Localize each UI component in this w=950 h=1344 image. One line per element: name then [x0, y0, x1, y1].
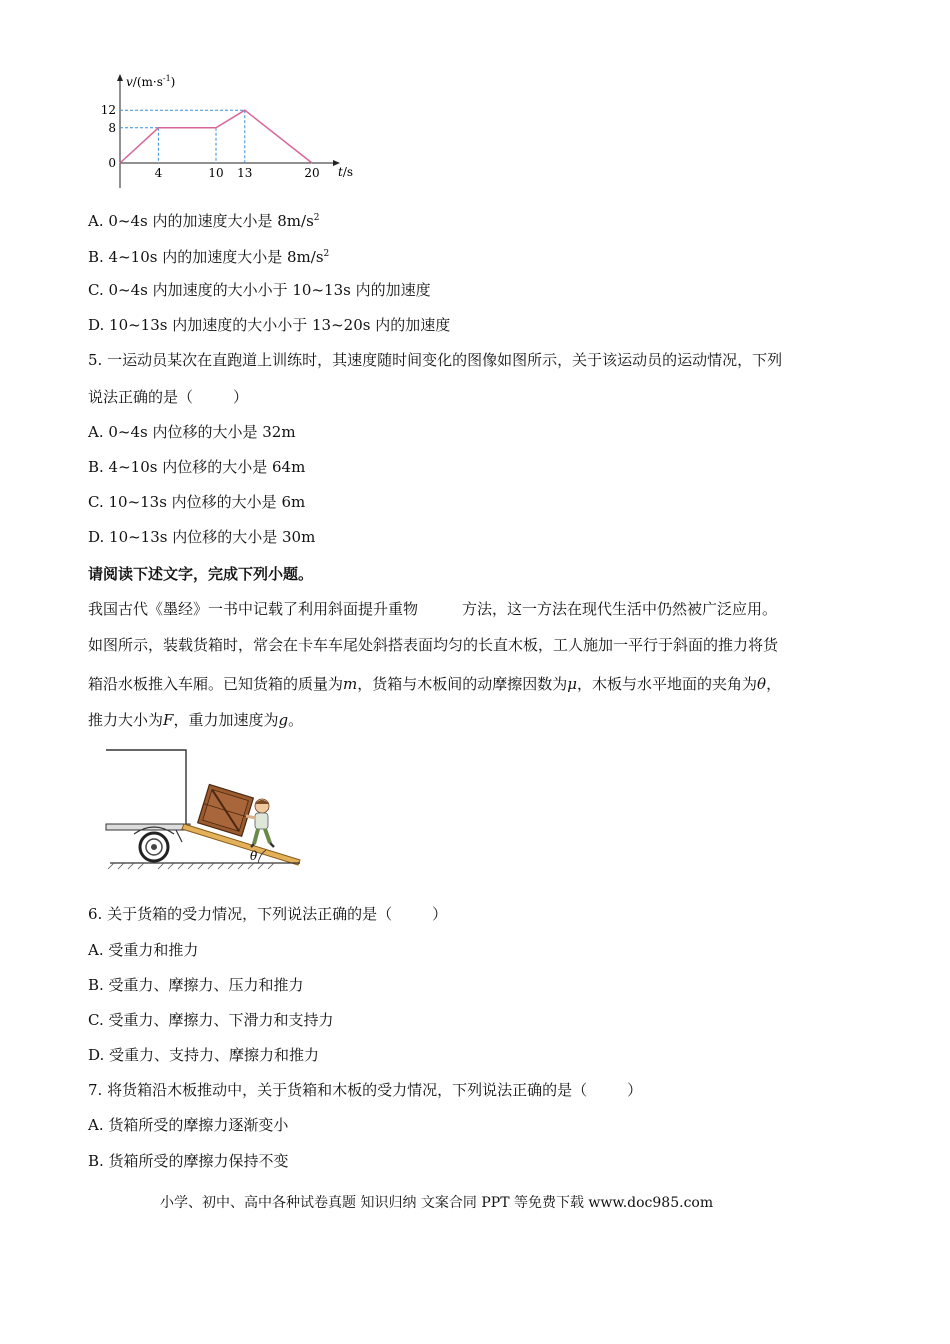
- passage-line2: 如图所示，装载货箱时，常会在卡车车尾处斜搭表面均匀的长直木板，工人施加一平行于斜面的推力将货: [88, 636, 779, 654]
- q7-stem: 7. 将货箱沿木板推动中，关于货箱和木板的受力情况，下列说法正确的是（ ）: [88, 1081, 643, 1099]
- q5-stem-line2: 说法正确的是（ ）: [88, 388, 249, 406]
- q6-option-d: D. 受重力、支持力、摩擦力和推力: [88, 1046, 320, 1064]
- angle-theta-label: θ: [250, 849, 258, 863]
- q5-option-b: B. 4~10s 内位移的大小是 64m: [88, 458, 306, 476]
- q4-option-c: C. 0~4s 内加速度的大小小于 10~13s 内的加速度: [88, 281, 431, 299]
- wooden-crate: [198, 785, 254, 837]
- truck-bumper: [176, 830, 182, 842]
- x-tick-10: 10: [208, 166, 224, 180]
- page-footer: 小学、初中、高中各种试卷真题 知识归纳 文案合同 PPT 等免费下载 www.doc985.com: [160, 1195, 714, 1211]
- q6-option-b: B. 受重力、摩擦力、压力和推力: [88, 976, 304, 994]
- y-tick-12: 12: [100, 103, 116, 118]
- q4-option-b: B. 4~10s 内的加速度大小是 $8m/s^2$: [88, 248, 330, 266]
- y-tick-0: 0: [108, 156, 116, 170]
- passage-heading: 请阅读下述文字，完成下列小题。: [88, 565, 314, 583]
- q4-option-d: D. 10~13s 内加速度的大小小于 13~20s 内的加速度: [88, 316, 451, 334]
- truck-wheel-center: [151, 844, 157, 850]
- x-axis-label: t/s: [338, 165, 354, 179]
- x-tick-20: 20: [304, 166, 320, 180]
- q5-option-d: D. 10~13s 内位移的大小是 30m: [88, 528, 316, 546]
- passage-line1: 我国古代《墨经》一书中记载了利用斜面提升重物 方法，这一方法在现代生活中仍然被广泛应用。: [88, 600, 778, 618]
- y-axis-arrow: [117, 74, 123, 81]
- y-tick-8: 8: [108, 120, 116, 135]
- passage-line3: 箱沿水板推入车厢。已知货箱的质量为m，货箱与木板间的动摩擦因数为μ，木板与水平地面的夹角为θ，: [88, 675, 782, 693]
- q7-option-a: A. 货箱所受的摩擦力逐渐变小: [88, 1116, 289, 1134]
- y-axis-label: $v/(m\cdot s^{-1})$: [126, 74, 176, 89]
- ground-hatching: [108, 863, 274, 869]
- truck-chassis: [106, 824, 190, 830]
- q5-stem-line1: 5. 一运动员某次在直跑道上训练时，其速度随时间变化的图像如图所示，关于该运动员的运动情况，下列: [88, 351, 783, 369]
- q5-option-a: A. 0~4s 内位移的大小是 32m: [88, 423, 296, 441]
- q4-option-a: A. 0~4s 内的加速度大小是 $8m/s^2$: [88, 212, 320, 230]
- q6-option-c: C. 受重力、摩擦力、下滑力和支持力: [88, 1011, 334, 1029]
- x-tick-13: 13: [237, 166, 253, 180]
- passage-line4: 推力大小为F，重力加速度为g。: [88, 711, 304, 729]
- q6-option-a: A. 受重力和推力: [88, 941, 199, 959]
- truck-ramp-figure: [104, 746, 304, 870]
- q5-option-c: C. 10~13s 内位移的大小是 6m: [88, 493, 306, 511]
- truck-body: [106, 750, 186, 826]
- x-tick-4: 4: [154, 166, 163, 180]
- q7-option-b: B. 货箱所受的摩擦力保持不变: [88, 1152, 289, 1170]
- q6-stem: 6. 关于货箱的受力情况，下列说法正确的是（ ）: [88, 905, 448, 923]
- velocity-time-graph: [100, 70, 364, 190]
